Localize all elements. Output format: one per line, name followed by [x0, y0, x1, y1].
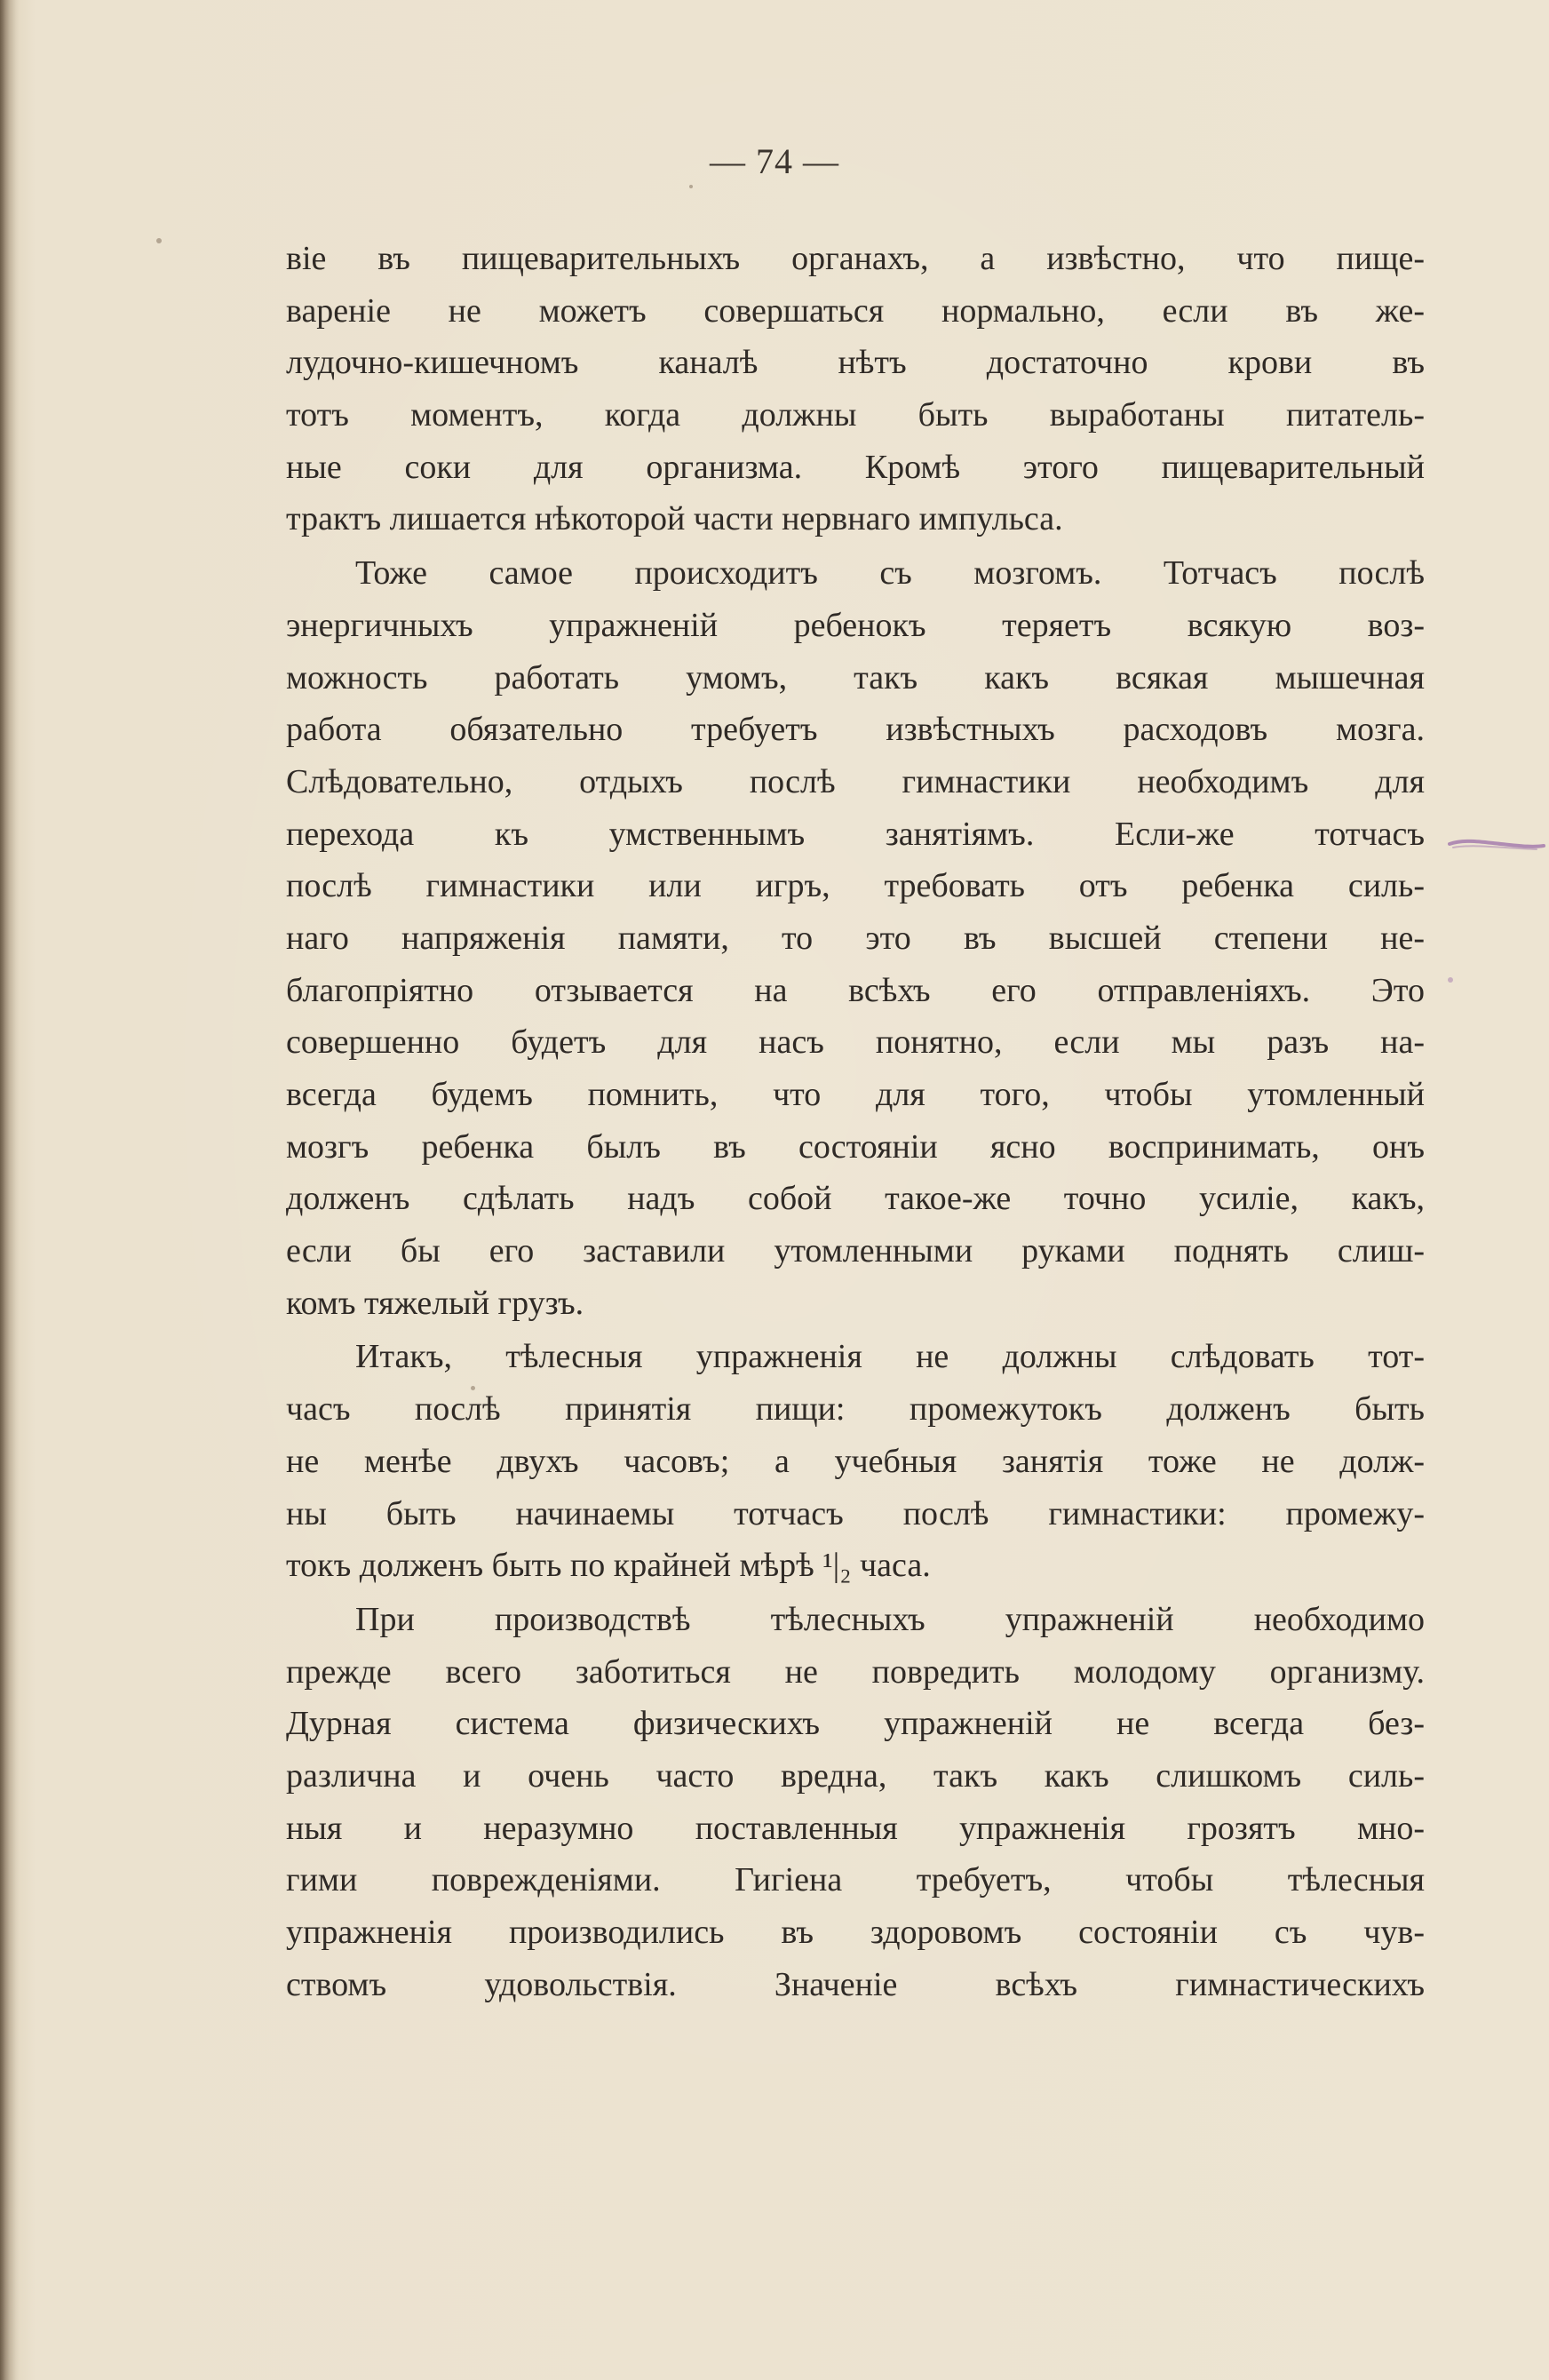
text-line: различна и очень часто вредна, такъ какъ слишкомъ силь-	[286, 1756, 1425, 1795]
text-line: комъ тяжелый грузъ.	[286, 1284, 584, 1322]
text-line: Слѣдовательно, отдыхъ послѣ гимнастики необходимъ для	[286, 762, 1425, 800]
text-line: перехода къ умственнымъ занятіямъ. Если-же тотчасъ	[286, 815, 1425, 853]
text-line: мозгъ ребенка былъ въ состояніи ясно воспринимать, онъ	[286, 1127, 1425, 1166]
text-line: энергичныхъ упражненій ребенокъ теряетъ всякую воз-	[286, 606, 1425, 644]
paragraph-4	[286, 1594, 1425, 2011]
text-line: токъ долженъ быть по крайней мѣрѣ ¹|₂ часа.	[286, 1547, 931, 1585]
pencil-mark-icon	[1448, 833, 1545, 853]
text-line: віе въ пищеварительныхъ органахъ, а извѣстно, что пище-	[286, 240, 1425, 277]
text-line: если бы его заставили утомленными руками поднять слиш-	[286, 1232, 1425, 1270]
text-line: можность работать умомъ, такъ какъ всякая мышечная	[286, 658, 1425, 696]
paper-speck	[689, 185, 693, 188]
text-line: работа обязательно требуетъ извѣстныхъ расходовъ мозга.	[286, 711, 1425, 749]
text-line: трактъ лишается нѣкоторой части нервнаго импульса.	[286, 500, 1063, 538]
text-line: не менѣе двухъ часовъ; а учебныя занятія тоже не долж-	[286, 1442, 1425, 1480]
paper-speck	[471, 1386, 475, 1390]
page-binding-shadow	[0, 0, 20, 2380]
text-line: гими поврежденіями. Гигіена требуетъ, чтобы тѣлесныя	[286, 1861, 1425, 1899]
text-line: часъ послѣ принятія пищи: промежутокъ долженъ быть	[286, 1390, 1425, 1429]
page-number: — 74 —	[710, 141, 839, 181]
text-line: наго напряженія памяти, то это въ высшей степени не-	[286, 919, 1425, 957]
text-line: ны быть начинаемы тотчасъ послѣ гимнастики: промежу-	[286, 1494, 1425, 1532]
text-line: всегда будемъ помнить, что для того, чтобы утомленный	[286, 1076, 1425, 1113]
text-line: упражненія производились въ здоровомъ состояніи съ чув-	[286, 1914, 1425, 1951]
paragraph-1	[286, 233, 1425, 545]
text-line: При производствѣ тѣлесныхъ упражненій необходимо	[355, 1600, 1425, 1638]
paragraph-2	[286, 547, 1425, 1329]
text-line: Тоже самое происходитъ съ мозгомъ. Тотчасъ послѣ	[355, 554, 1425, 593]
text-line: ствомъ удовольствія. Значеніе всѣхъ гимнастическихъ	[286, 1965, 1425, 2003]
text-line: долженъ сдѣлать надъ собой такое-же точно усиліе, какъ,	[286, 1180, 1425, 1218]
text-line: ныя и неразумно поставленныя упражненія грозятъ мно-	[286, 1809, 1425, 1847]
paper-speck	[156, 238, 162, 243]
text-line: ные соки для организма. Кромѣ этого пищеварительный	[286, 448, 1425, 486]
text-line: послѣ гимнастики или игръ, требовать отъ ребенка силь-	[286, 867, 1425, 905]
text-line: Итакъ, тѣлесныя упражненія не должны слѣдовать тот-	[355, 1338, 1425, 1376]
text-line: тотъ моментъ, когда должны быть выработаны питатель-	[286, 396, 1425, 434]
body-text	[286, 233, 1425, 2012]
paragraph-3	[286, 1331, 1425, 1591]
text-line: прежде всего заботиться не повредить молодому организму.	[286, 1652, 1425, 1691]
text-line: Дурная система физическихъ упражненій не всегда без-	[286, 1705, 1425, 1743]
text-line: вареніе не можетъ совершаться нормально, если въ же-	[286, 291, 1425, 330]
paper-speck	[1448, 977, 1453, 983]
text-line: совершенно будетъ для насъ понятно, если мы разъ на-	[286, 1023, 1425, 1062]
text-line: лудочно-кишечномъ каналѣ нѣтъ достаточно крови въ	[286, 344, 1425, 382]
text-line: благопріятно отзывается на всѣхъ его отправленіяхъ. Это	[286, 971, 1425, 1009]
